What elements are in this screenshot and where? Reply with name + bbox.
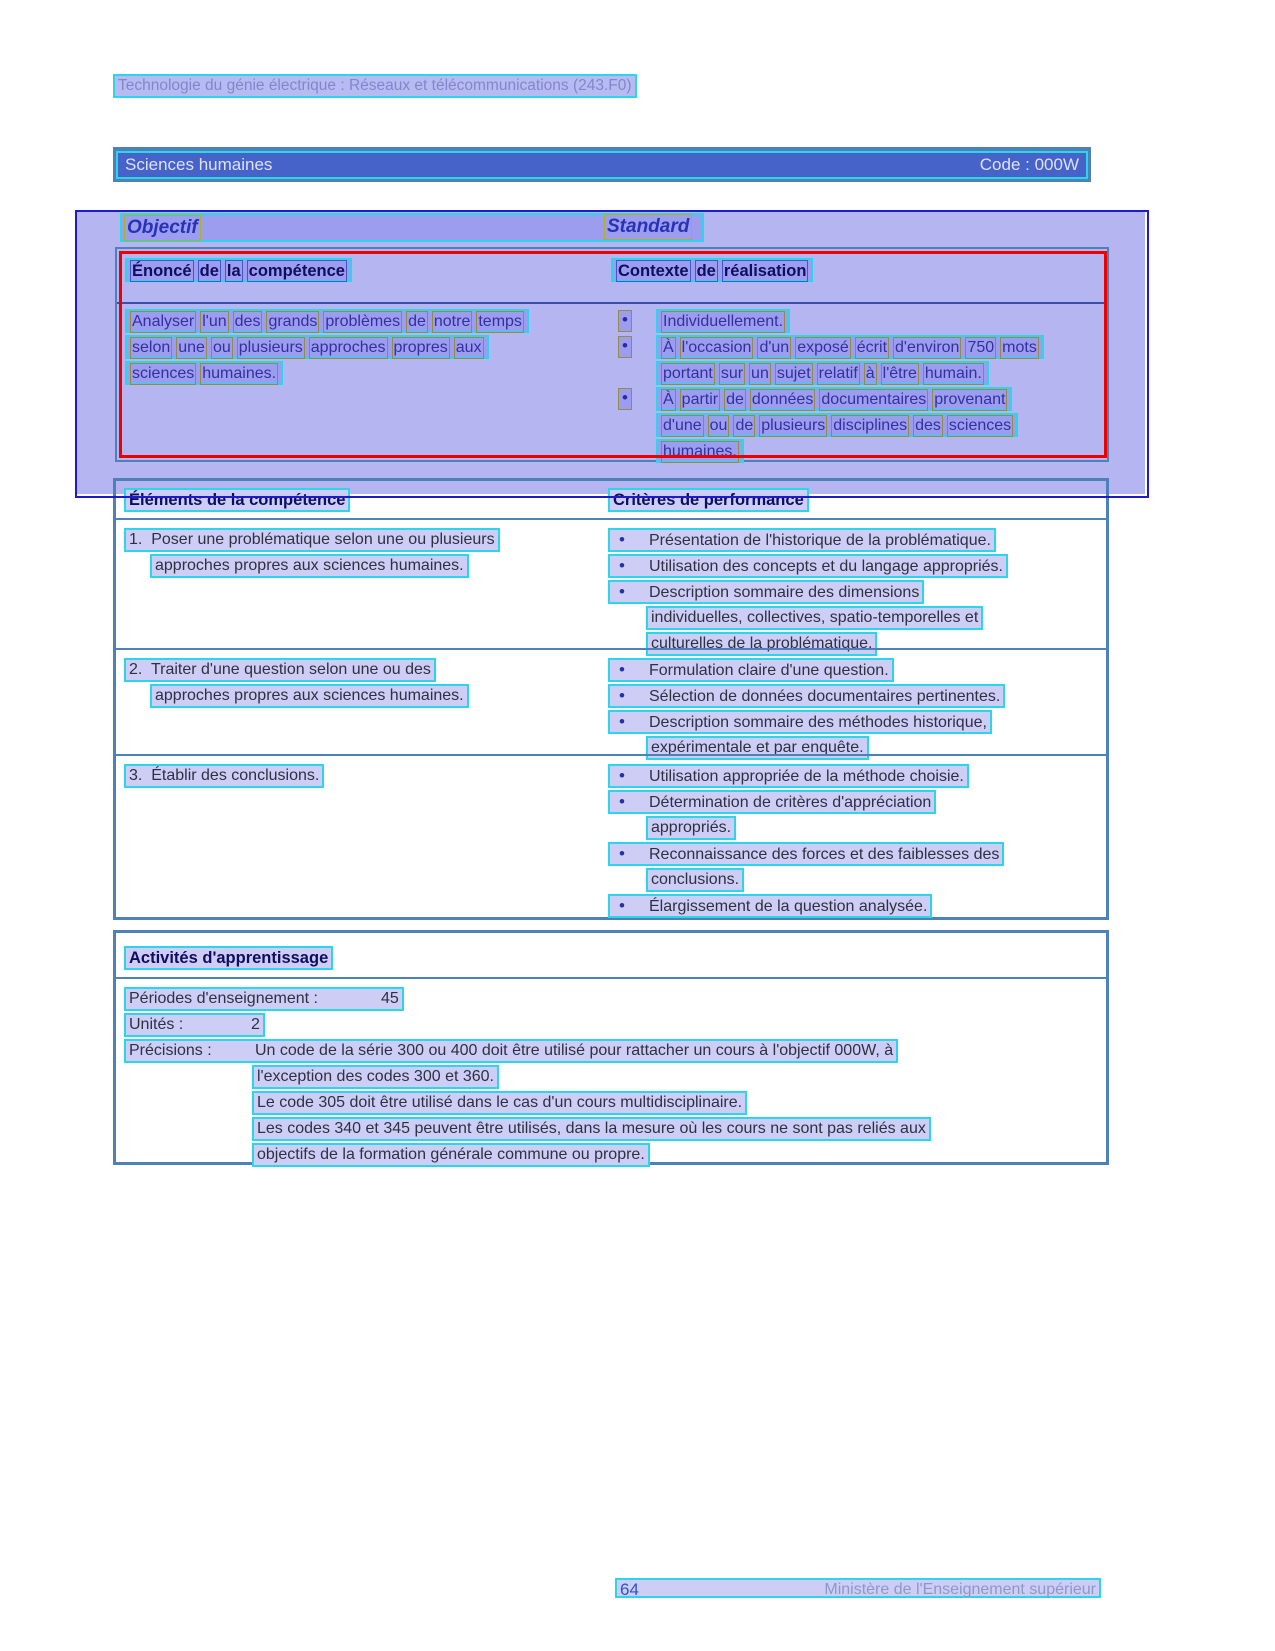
text-line: humaines. [611,439,1099,463]
bullet-icon [618,388,632,410]
bullet-line: • Sélection de données documentaires pertinentes. [608,684,1098,708]
element-cell-1 [124,528,500,580]
table-rule [116,977,1106,979]
page-number: 64 [620,1580,639,1599]
text-line: conclusions. [608,868,1098,892]
objectif-standard-highlight [120,213,704,242]
text-line: appropriés. [608,816,1098,840]
banner-highlight-box [116,151,1088,179]
text-line: 2. Traiter d'une question selon une ou des [124,658,469,682]
enonce-body-cell [125,309,529,387]
table-rule [117,302,1107,304]
table-rule [116,754,1106,756]
element-cell-2 [124,658,469,710]
bullet-line: • Élargissement de la question analysée. [608,894,1098,918]
activites-title-text: Activités d'apprentissage [124,946,333,970]
bullet-line: • Description sommaire des méthodes historique, [608,710,1098,734]
text-line: Les codes 340 et 345 peuvent être utilisés, dans la mesure où les cours ne sont pas reliés aux [124,1117,931,1141]
enonce-header-cell [125,258,352,282]
bullet-line: •Individuellement. [611,309,1099,333]
bullet-line: • Description sommaire des dimensions [608,580,1098,604]
bullet-line: • Présentation de l'historique de la problématique. [608,528,1098,552]
objectif-heading: Objectif [124,215,201,241]
criteres-cell-3 [608,764,1098,920]
text-line: objectifs de la formation générale commune ou propre. [124,1143,931,1167]
precisions-label: Précisions : [129,1042,212,1059]
page-footer [615,1578,1101,1598]
bullet-line: • Utilisation des concepts et du langage appropriés. [608,554,1098,578]
criteres-header-cell [608,488,809,512]
bullet-line: • Reconnaissance des forces et des faiblesses des [608,842,1098,866]
contexte-header-text: Contexte de réalisation [611,258,813,282]
criteres-cell-1 [608,528,1098,658]
bullet-icon [613,896,649,917]
precisions-block [124,1039,931,1169]
objectif-standard-row [120,213,704,242]
bullet-icon [613,686,649,707]
text-line: 3. Établir des conclusions. [124,764,324,788]
periodes-label: Périodes d'enseignement : [129,990,318,1007]
bullet-line: •À l'occasion d'un exposé écrit d'environ 750 mots [611,335,1099,359]
bullet-line: •À partir de données documentaires provenant [611,387,1099,411]
bullet-icon [618,336,632,358]
discipline-banner [113,147,1091,182]
text-line: expérimentale et par enquête. [608,736,1098,760]
element-cell-3 [124,764,324,790]
unites-row [124,1013,265,1037]
bullet-icon [618,310,632,332]
bullet-icon [613,766,649,787]
bullet-icon [613,660,649,681]
text-line: portant sur un sujet relatif à l'être humain. [611,361,1099,385]
table-rule [116,518,1106,520]
enonce-table [115,247,1109,462]
contexte-header-cell [611,258,813,282]
criteres-header-text: Critères de performance [608,488,809,512]
bullet-line: • Utilisation appropriée de la méthode choisie. [608,764,1098,788]
text-line: approches propres aux sciences humaines. [124,554,500,578]
enonce-header-text: Énoncé de la compétence [125,258,352,282]
text-line: 1. Poser une problématique selon une ou plusieurs [124,528,500,552]
program-header [113,74,637,98]
bullet-icon [613,530,649,551]
text-line: selon une ou plusieurs approches propres aux [125,335,529,359]
text-line: Précisions : Un code de la série 300 ou 400 doit être utilisé pour rattacher un cours à l'objectif 000W, à [124,1039,931,1063]
elements-header-text: Éléments de la compétence [124,488,350,512]
bullet-icon [613,844,649,865]
text-line: sciences humaines. [125,361,529,385]
unites-value: 2 [251,1016,260,1033]
elements-table [113,478,1109,920]
bullet-line: • Détermination de critères d'appréciation [608,790,1098,814]
periodes-row [124,987,404,1011]
standard-heading: Standard [604,214,692,240]
text-line: approches propres aux sciences humaines. [124,684,469,708]
ministry-name: Ministère de l'Enseignement supérieur [824,1581,1096,1598]
table-rule [116,648,1106,650]
activites-title-cell [124,946,333,970]
periodes-value: 45 [381,990,399,1007]
text-line: culturelles de la problématique. [608,632,1098,656]
text-line: individuelles, collectives, spatio-temporelles et [608,606,1098,630]
bullet-line: • Formulation claire d'une question. [608,658,1098,682]
bullet-icon [613,582,649,603]
banner-title: Sciences humaines [125,155,273,174]
program-header-text: Technologie du génie électrique : Réseaux et télécommunications (243.F0) [113,74,637,98]
contexte-body-cell [611,309,1099,465]
activites-table [113,930,1109,1165]
elements-header-cell [124,488,350,512]
text-line: Analyser l'un des grands problèmes de notre temps [125,309,529,333]
bullet-icon [613,712,649,733]
text-line: l'exception des codes 300 et 360. [124,1065,931,1089]
bullet-icon [613,792,649,813]
text-line: Le code 305 doit être utilisé dans le cas d'un cours multidisciplinaire. [124,1091,931,1115]
text-line: d'une ou de plusieurs disciplines des sciences [611,413,1099,437]
criteres-cell-2 [608,658,1098,762]
unites-label: Unités : [129,1016,184,1033]
bullet-icon [613,556,649,577]
banner-code: Code : 000W [979,155,1079,174]
